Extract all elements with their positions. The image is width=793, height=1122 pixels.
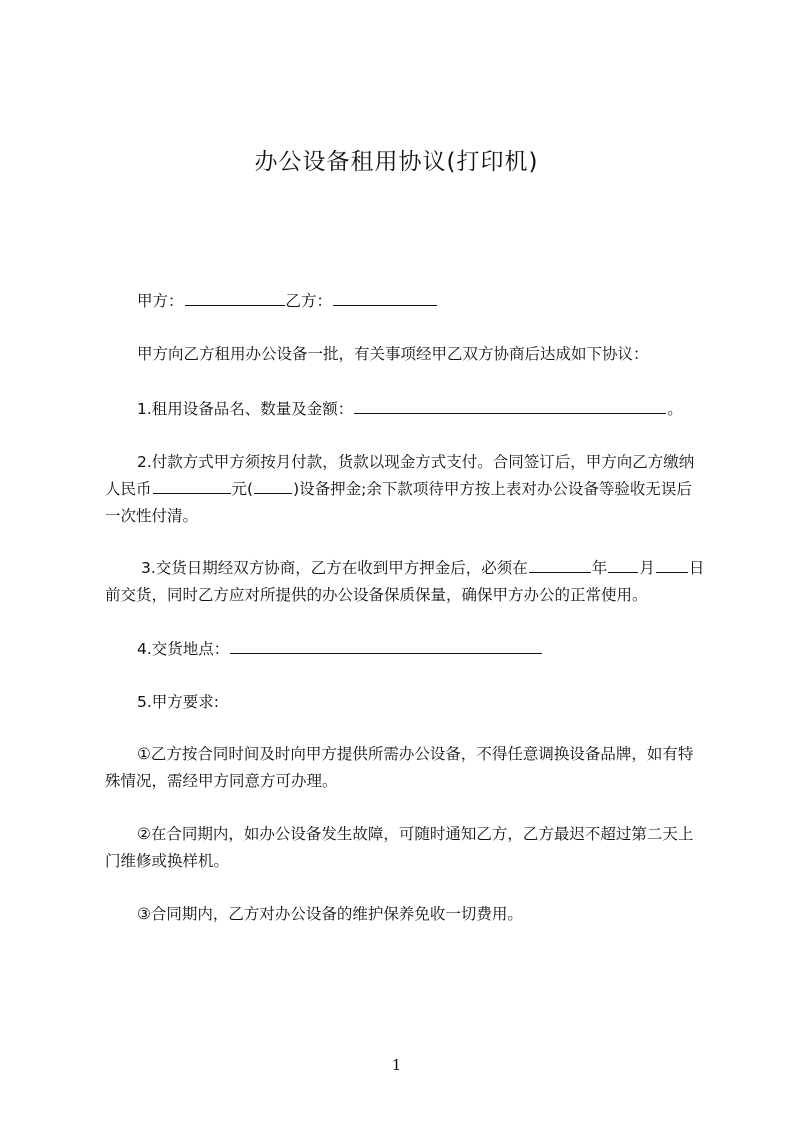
clause-4 (137, 636, 707, 663)
clause-2-part3: )设备押金;余下款项待甲方按上表对办公设备等验收无误后一次性付清。 (105, 480, 692, 525)
party-b-label: 乙方： (285, 292, 333, 310)
party-a-blank[interactable] (185, 289, 285, 306)
page-number: 1 (391, 1056, 402, 1074)
parties-line (137, 288, 737, 315)
rmb-uppercase-blank[interactable] (254, 477, 292, 494)
party-a-label: 甲方： (137, 292, 184, 310)
clause-1-end: 。 (667, 400, 683, 418)
requirement-3: ③合同期内，乙方对办公设备的维护保养免收一切费用。 (137, 905, 523, 923)
clause-3-part1: 3.交货日期经双方协商，乙方在收到甲方押金后，必须在 (141, 559, 528, 577)
clause-1-text: 1.租用设备品名、数量及金额： (137, 400, 354, 418)
clause-3-part2: 日前交货，同时乙方应对所提供的办公设备保质保量，确保甲方办公的正常使用。 (105, 559, 705, 604)
delivery-location-blank[interactable] (230, 637, 542, 654)
intro-paragraph: 甲方向乙方租用办公设备一批，有关事项经甲乙双方协商后达成如下协议： (137, 345, 649, 363)
clause-2-part1: 2.付款方式甲方须按月付款，货款以现金方式支付。合同签订后，甲方向乙方缴纳人民币 (105, 453, 695, 498)
clause-2 (105, 449, 705, 530)
year-blank[interactable] (529, 556, 591, 573)
clause-5: 5.甲方要求: (137, 693, 220, 711)
rmb-amount-blank[interactable] (153, 477, 231, 494)
clause-1 (137, 396, 707, 423)
year-label: 年 (591, 559, 608, 577)
party-b-blank[interactable] (333, 289, 437, 306)
clause-2-part2: 元( (231, 480, 254, 498)
requirement-1: ①乙方按合同时间及时向甲方提供所需办公设备，不得任意调换设备品牌，如有特殊情况，需经甲方同意方可办理。 (105, 745, 694, 790)
day-blank[interactable] (656, 556, 688, 573)
equipment-details-blank[interactable] (354, 397, 666, 414)
clause-4-text: 4.交货地点： (137, 640, 230, 658)
clause-3 (105, 555, 705, 609)
month-label: 月 (639, 559, 655, 577)
requirement-2: ②在合同期内，如办公设备发生故障，可随时通知乙方，乙方最迟不超过第二天上门维修或换样机。 (105, 825, 694, 870)
document-title: 办公设备租用协议(打印机) (254, 149, 539, 175)
month-blank[interactable] (608, 556, 638, 573)
